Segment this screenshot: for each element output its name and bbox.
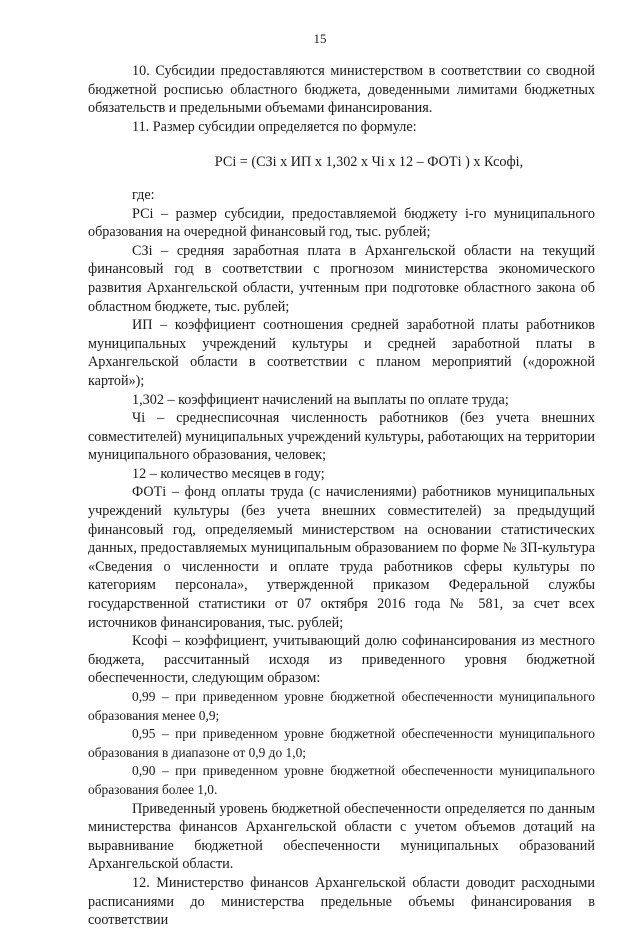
paragraph-10: 10. Субсидии предоставляются министерством в соответствии со сводной бюджетной росписью областного бюджета, доведенными лимитами бюджетных обязательств и предельными объемами финансирования. [88, 63, 595, 117]
paragraph-12: 12. Министерство финансов Архангельской области доводит расходными расписаниями до министерства предельные объемы финансирования в соответствии [88, 874, 595, 929]
definition-ip: ИП – коэффициент соотношения средней заработной платы работников муниципальных учреждений культуры и средней заработной платы в Архангельской области в соответствии с планом мероприятий («дорожной картой»); [88, 317, 595, 389]
definition-1302: 1,302 – коэффициент начислений на выплаты по оплате труда; [132, 391, 509, 408]
definition-fot: ФОТi – фонд оплаты труда (с начислениями) работников муниципальных учреждений культуры (без учета внешних совместителей) за предыдущий финансовый год, определяемый министерством на основании статистических данных, предоставляемых муниципальным образованием по форме № ЗП-культура «Сведения о численности и оплате труда работников сферы культуры по категориям персонала», утвержденной приказом Федеральной службы государственной статистики от 07 октября 2016 года № 581, за счет всех источников финансирования, тыс. рублей; [88, 484, 595, 631]
coefficient-090: 0,90 – при приведенном уровне бюджетной обеспеченности муниципального образования более 1,0. [88, 763, 595, 797]
definition-ch: Чi – среднесписочная численность работников (без учета внешних совместителей) муниципальных учреждений культуры, работающих на территории муниципального образования, человек; [88, 410, 595, 464]
coefficient-095: 0,95 – при приведенном уровне бюджетной обеспеченности муниципального образования в диапазоне от 0,9 до 1,0; [88, 726, 595, 760]
document-body [88, 62, 595, 930]
definition-sz: СЗi – средняя заработная плата в Архангельской области на текущий финансовый год в соответствии с прогнозом министерства экономического развития Архангельской области, учтенным при подготовке областного закона об областном бюджете, тыс. рублей; [88, 242, 595, 315]
where-label: где: [132, 186, 155, 203]
coefficient-099: 0,99 – при приведенном уровне бюджетной обеспеченности муниципального образования менее 0,9; [88, 689, 595, 723]
paragraph-level: Приведенный уровень бюджетной обеспеченности определяется по данным министерства финансов Архангельской области с учетом объемов дотаций на выравнивание бюджетной обеспеченности муниципальных образований Архангельской области. [88, 800, 595, 873]
paragraph-11: 11. Размер субсидии определяется по формуле: [132, 118, 417, 135]
definition-rs: РСi – размер субсидии, предоставляемой бюджету i-го муниципального образования на очередной финансовый год, тыс. рублей; [88, 205, 595, 241]
page-number: 15 [313, 31, 327, 46]
definition-12: 12 – количество месяцев в году; [132, 465, 325, 482]
definition-ksof: Ксофi – коэффициент, учитывающий долю софинансирования из местного бюджета, рассчитанный исходя из приведенного уровня бюджетной обеспеченности, следующим образом: [88, 633, 595, 687]
subsidy-formula: РСi = (СЗi х ИП х 1,302 х Чi х 12 – ФОТi ) х Ксофi, [214, 154, 524, 171]
